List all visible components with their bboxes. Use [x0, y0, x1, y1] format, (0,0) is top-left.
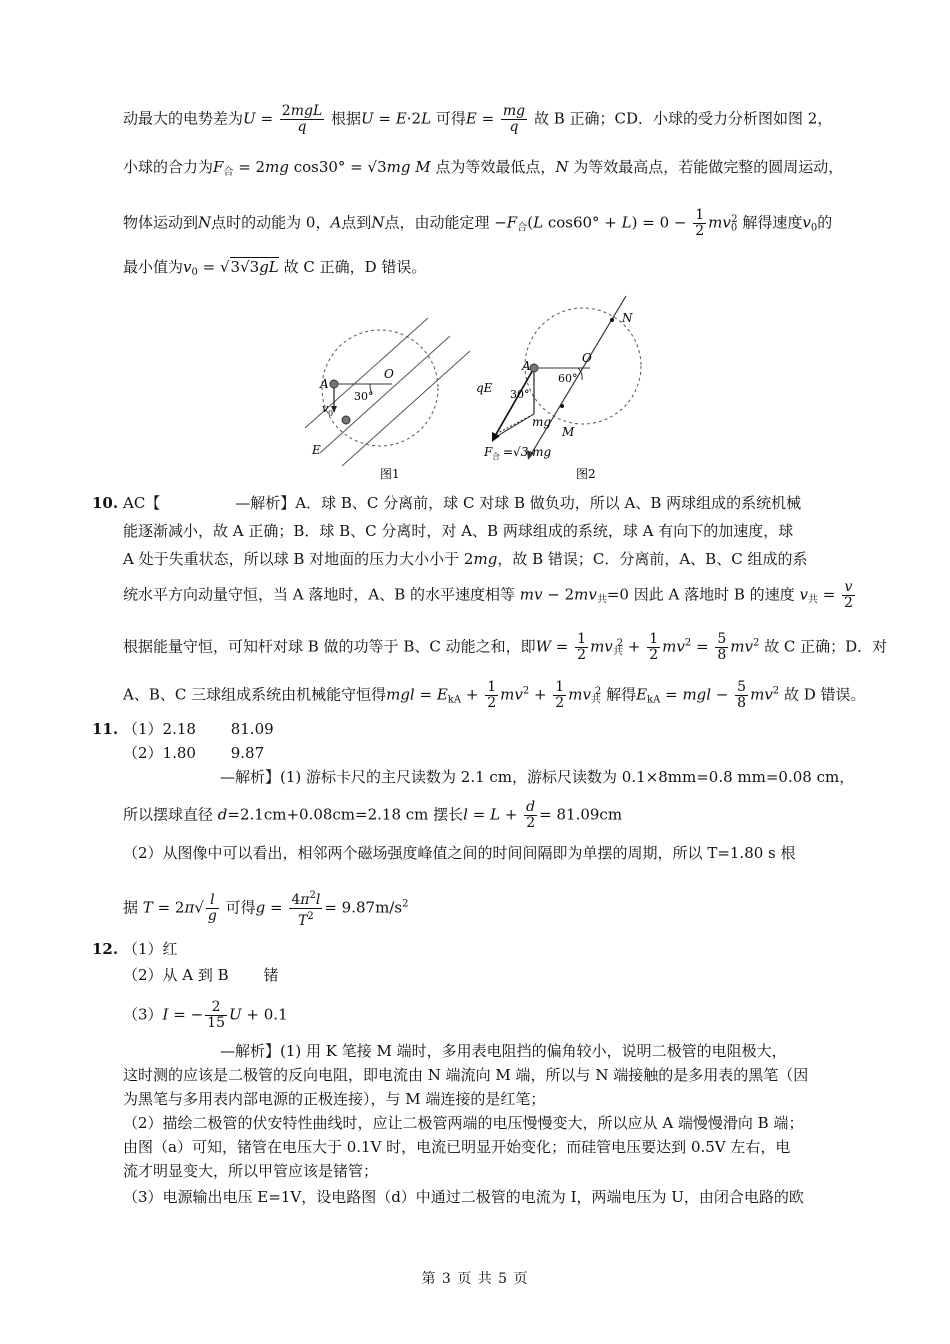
q9-line3: 物体运动到N点时的动能为 0，A点到N点，由动能定理 $-F_合(L$ cos60° + L) = 0 − $\frac{1}{2}$ $mv_0^2$ 解得速度$v_0$的 [123, 207, 833, 239]
q10-line2: 能逐渐减小，故 A 正确；B．球 B、C 分离时，对 A、B 两球组成的系统，球 A 有向下的加速度，球 [123, 522, 794, 540]
q11-answer1: （1）2.18 81.09 [123, 720, 274, 738]
fig2-label-Fsub: 合 [492, 452, 500, 461]
fig2-label-O: O [582, 351, 592, 365]
q12-answer2: （2）从 A 到 B 锗 [123, 966, 279, 984]
q11-answer2: （2）1.80 9.87 [123, 744, 265, 762]
q10-number: 10. [92, 494, 119, 512]
q9-line1: 动最大的电势差为U = $\frac{\text{2mgL}}{q}$ 根据U = E·2L 可得E = $\frac{mg}{q}$ 故 B 正确；CD．小球的受力分析图如图 2， [123, 103, 833, 135]
q12-line6: 流才明显变大，所以甲管应该是锗管； [123, 1162, 379, 1180]
fig1-ball-2 [342, 416, 350, 424]
fig2-ball-A [530, 364, 538, 372]
q11-line2: 所以摆球直径 d=2.1cm+0.08cm=2.18 cm 摆长l = L + $\frac{d}{2}$ = 81.09cm [123, 799, 623, 831]
fig2-label-mg: mg [532, 415, 552, 429]
q11-line1: —解析】(1) 游标卡尺的主尺读数为 2.1 cm，游标尺读数为 0.1×8mm=0.8 mm=0.08 cm， [220, 768, 855, 786]
q12-number: 12. [92, 940, 119, 958]
q11-line4: 据 T = 2π√ $\frac{l}{g}$ 可得g = $\frac{4\pi^2l}{T^2}$ = $9.87m/s^2$ [123, 890, 409, 929]
q10-line6: A、B、C 三球组成系统由机械能守恒得mgl = $E_{kA}$ + $\frac{1}{2}$ $mv^2$ + $\frac{1}{2}$ $mv_共^2$ 解得$E_{kA}$ = mgl − $\frac{5}{8}$ $mv^2$ 故 D 错误。 [123, 679, 866, 711]
figure-2 [470, 294, 670, 488]
fig1-circle [322, 330, 438, 446]
q12-line1: —解析】(1) 用 K 笔接 M 端时，多用表电阻挡的偏角较小，说明二极管的电阻极大， [220, 1042, 787, 1060]
fig2-label-F: F [484, 445, 493, 459]
fig1-label-A: A [320, 377, 329, 391]
fig1-label-O: O [384, 367, 394, 381]
q11-line3: （2）从图像中可以看出，相邻两个磁场强度峰值之间的时间间隔即为单摆的周期，所以 T=1.80 s 根 [123, 844, 796, 862]
q10-line4: 统水平方向动量守恒，当 A 落地时，A、B 的水平速度相等 mv − $2mv_共=0$ 因此 A 落地时 B 的速度 $v_共$ = $\frac{v}{2}$ [123, 579, 853, 611]
fig1-field-line-2 [320, 336, 450, 453]
fig1-field-line-3 [342, 351, 470, 466]
fig2-label-60: 60° [558, 372, 578, 385]
fig2-label-A: A [522, 359, 531, 373]
fig2-label-N: N [622, 311, 633, 325]
fig1-label-v0: v [322, 402, 329, 415]
fig1-caption: 图1 [380, 467, 400, 481]
fig2-label-qE: qE [476, 381, 493, 395]
fig1-ball-A [330, 380, 338, 388]
fig2-circle [525, 308, 641, 424]
q12-line2: 这时测的应该是二极管的反向电阻，即电流由 N 端流向 M 端，所以与 N 端接触的是多用表的黑笔（因 [123, 1066, 809, 1084]
fig2-label-30: 30° [510, 388, 530, 401]
q12-line4: （2）描绘二极管的伏安特性曲线时，应让二极管两端的电压慢慢变大，所以应从 A 端慢慢滑向 B 端； [123, 1114, 804, 1132]
q12-line7: （3）电源输出电压 E=1V，设电路图（d）中通过二极管的电流为 I，两端电压为 U，由闭合电路的欧 [123, 1188, 804, 1206]
fig2-point-N [610, 318, 614, 322]
fig1-label-E: E [312, 443, 321, 457]
q9-line2: 小球的合力为$F_合 = 2mg$ cos30° = √3mg M 点为等效最低点，N 为等效最高点，若能做完整的圆周运动， [123, 158, 844, 178]
q12-line5: 由图（a）可知，锗管在电压大于 0.1V 时，电流已明显开始变化；而硅管电压要达到 0.5V 左右，电 [123, 1138, 791, 1156]
fig2-point-M [560, 404, 564, 408]
fig2-label-Fval: =√3 mg [503, 445, 552, 459]
fig2-resultant-vector [494, 368, 534, 438]
q11-number: 11. [92, 720, 119, 738]
q10-line5: 根据能量守恒，可知杆对球 B 做的功等于 B、C 动能之和，即W = $\frac{1}{2}$ $mv_共^2$ + $\frac{1}{2}$ $mv^2$ = $\frac{5}{8}$ $mv^2$ 故 C 正确；D．对 [123, 631, 888, 663]
fig2-caption: 图2 [576, 467, 596, 481]
q10-line1: AC【 —解析】A．球 B、C 分离前，球 C 对球 B 做负功，所以 A、B 两球组成的系统机械 [123, 494, 802, 512]
figure-1 [300, 318, 490, 488]
fig2-label-M: M [562, 425, 575, 439]
q9-line4: 最小值为$v_0 = √3√3gL$ 故 C 正确，D 错误。 [123, 258, 427, 278]
q12-line3: 为黑笔与多用表内部电源的正极连接），与 M 端连接的是红笔； [123, 1090, 546, 1108]
q12-answer3: （3）I = − $\frac{2}{15}$ U + 0.1 [123, 999, 288, 1031]
q12-answer1: （1）红 [123, 940, 178, 958]
q10-line3: A 处于失重状态，所以球 B 对地面的压力大小小于 2mg，故 B 错误；C．分离前，A、B、C 组成的系 [123, 550, 808, 568]
page-footer: 第 3 页 共 5 页 [421, 1271, 529, 1287]
svg-text:0: 0 [328, 409, 334, 418]
fig1-label-angle: 30° [354, 390, 374, 403]
